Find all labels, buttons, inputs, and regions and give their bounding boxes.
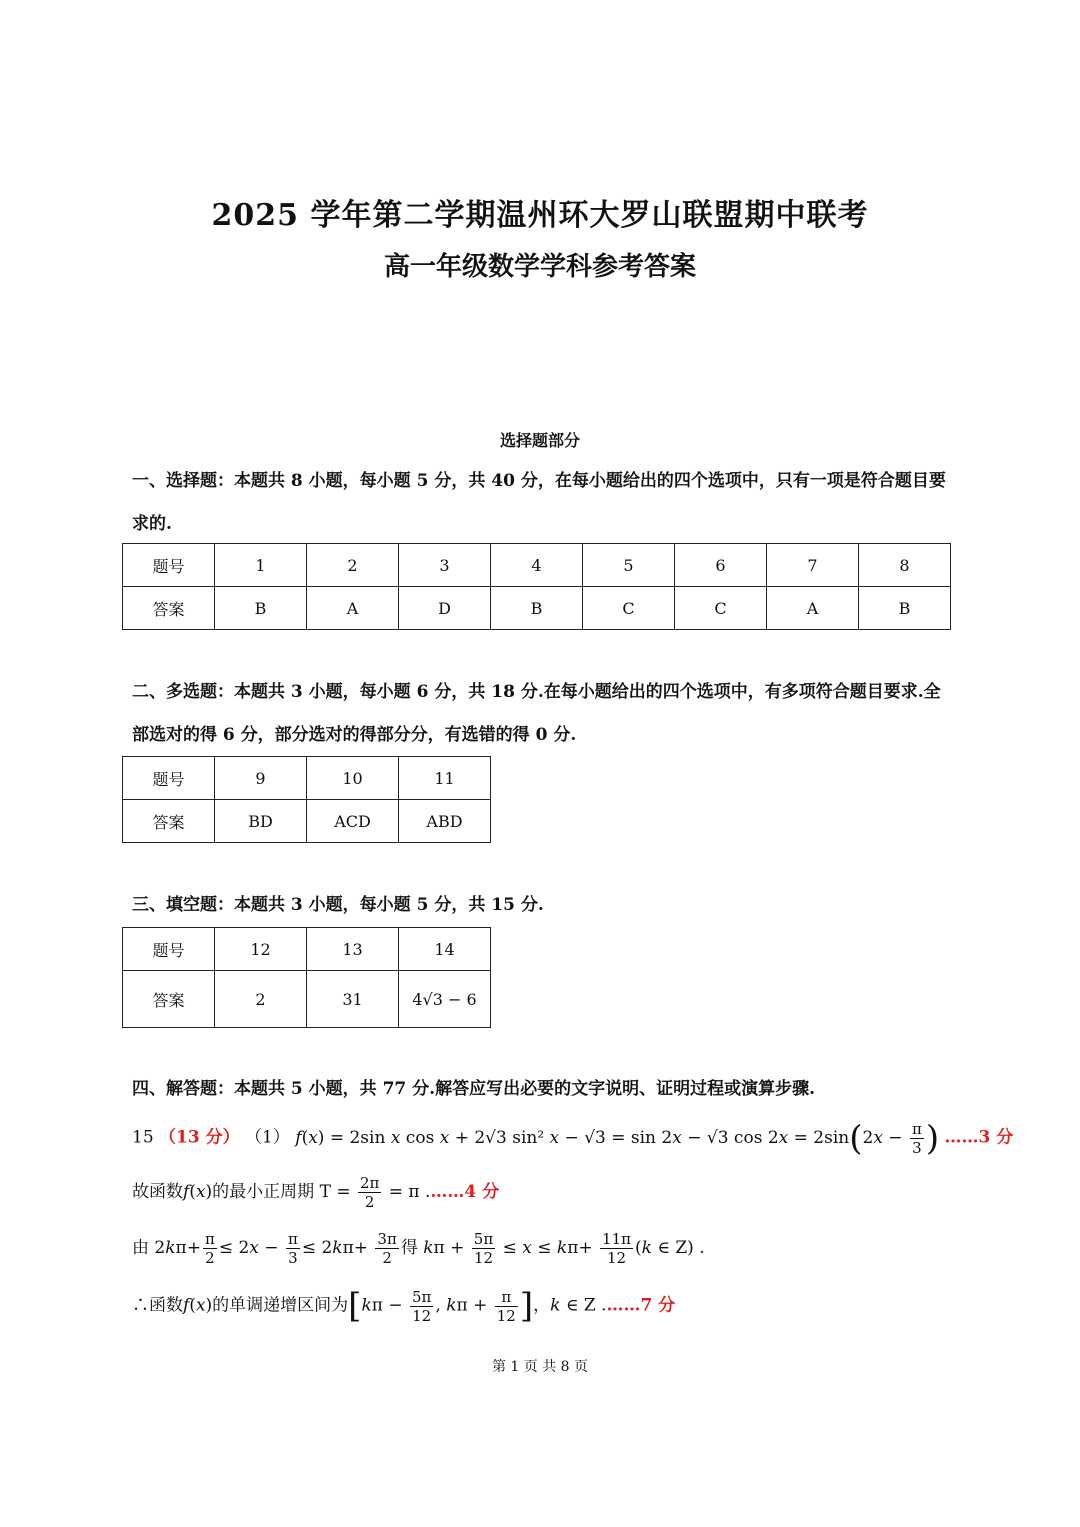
row-label-number: 题号 <box>123 928 215 971</box>
table-cell: C <box>583 587 675 630</box>
document-subtitle: 高一年级数学学科参考答案 <box>383 252 696 282</box>
table-cell: D <box>399 587 491 630</box>
table-cell: B <box>859 587 951 630</box>
table-row <box>123 928 491 971</box>
text-fragment: 由 <box>132 1238 149 1258</box>
table-cell: A <box>307 587 399 630</box>
row-label-number: 题号 <box>123 757 215 800</box>
table-cell: A <box>767 587 859 630</box>
text-fragment: 故函数 <box>132 1182 183 1202</box>
row-label-answer: 答案 <box>123 587 215 630</box>
row-label-number: 题号 <box>123 544 215 587</box>
table-row <box>123 971 491 1028</box>
text-fragment: 的单调递增区间为 <box>212 1295 349 1316</box>
q15-line2: 故函数f(x)的最小正周期 T = $\frac{2\pi}{2}$ = π .……4 分 <box>132 1174 500 1211</box>
table-row <box>123 800 491 843</box>
section3-heading: 三、填空题：本题共 3 小题，每小题 5 分，共 15 分. <box>132 895 544 915</box>
document-title: 2025 学年第二学期温州环大罗山联盟期中联考 <box>211 198 869 233</box>
page-footer: 第 1 页 共 8 页 <box>491 1359 589 1375</box>
table-cell: 10 <box>307 757 399 800</box>
table-row <box>123 587 951 630</box>
q15-line1 <box>132 1118 1013 1158</box>
section2-heading: 二、多选题：本题共 3 小题，每小题 6 分，共 18 分.在每小题给出的四个选项中，有多项符合题目要求.全部选对的得 6 分，部分选对的得部分分，有选错的得 0 分. <box>132 682 941 745</box>
table-cell: 2 <box>307 544 399 587</box>
table-cell: 1 <box>215 544 307 587</box>
equation: f(x) = 2sin x cos x + 2√3 sin² x − √3 = sin 2x − √3 cos 2x = 2sin(2x − $\frac{\pi}{3}$ ) <box>295 1118 940 1158</box>
text-fragment: 的最小正周期 <box>212 1182 315 1202</box>
table-cell: 2 <box>215 971 307 1028</box>
table-cell: 4√3 − 6 <box>399 971 491 1028</box>
table-cell: 3 <box>399 544 491 587</box>
text-fragment: ∴函数 <box>132 1295 183 1316</box>
table-cell: 12 <box>215 928 307 971</box>
score-mark: ……3 分 <box>944 1127 1014 1148</box>
score-mark: ……4 分 <box>430 1182 500 1202</box>
score-mark: ……7 分 <box>606 1295 676 1316</box>
table-cell: 8 <box>859 544 951 587</box>
section2-answer-table <box>122 756 491 843</box>
section4-heading: 四、解答题：本题共 5 小题，共 77 分.解答应写出必要的文字说明、证明过程或演算步骤. <box>132 1079 815 1099</box>
part-label: 选择题部分 <box>499 431 580 450</box>
text-fragment: 得 <box>400 1238 418 1258</box>
table-row <box>123 757 491 800</box>
table-cell: C <box>675 587 767 630</box>
table-cell: 7 <box>767 544 859 587</box>
row-label-answer: 答案 <box>123 971 215 1028</box>
question-score: （13 分） <box>159 1127 240 1148</box>
table-cell: 31 <box>307 971 399 1028</box>
question-part: （1） <box>245 1127 290 1148</box>
row-label-answer: 答案 <box>123 800 215 843</box>
table-cell: ABD <box>399 800 491 843</box>
table-cell: 13 <box>307 928 399 971</box>
table-cell: 6 <box>675 544 767 587</box>
q15-line3: 由 2kπ+ $\frac{\pi}{2}$ ≤ 2x − $\frac{\pi}{3}$ ≤ 2kπ+ $\frac{3\pi}{2}$ 得 kπ + $\frac{5\pi}{12}$ ≤ x ≤ kπ+ $\frac{11\pi}{12}$ (k ∈ Z) . <box>132 1230 705 1267</box>
question-number: 15 <box>132 1127 154 1148</box>
table-cell: ACD <box>307 800 399 843</box>
section1-answer-table <box>122 543 951 630</box>
table-cell: B <box>491 587 583 630</box>
table-cell: 11 <box>399 757 491 800</box>
section1-heading: 一、选择题：本题共 8 小题，每小题 5 分，共 40 分，在每小题给出的四个选项中，只有一项是符合题目要求的. <box>132 471 946 534</box>
table-cell: B <box>215 587 307 630</box>
table-cell: 4 <box>491 544 583 587</box>
table-cell: BD <box>215 800 307 843</box>
section3-answer-table <box>122 927 491 1028</box>
q15-line4: ∴函数f(x)的单调递增区间为[kπ − $\frac{5\pi}{12}$ , kπ + $\frac{\pi}{12}$ ]，k ∈ Z .……7 分 <box>132 1286 676 1326</box>
table-row <box>123 544 951 587</box>
table-cell: 5 <box>583 544 675 587</box>
table-cell: 14 <box>399 928 491 971</box>
table-cell: 9 <box>215 757 307 800</box>
